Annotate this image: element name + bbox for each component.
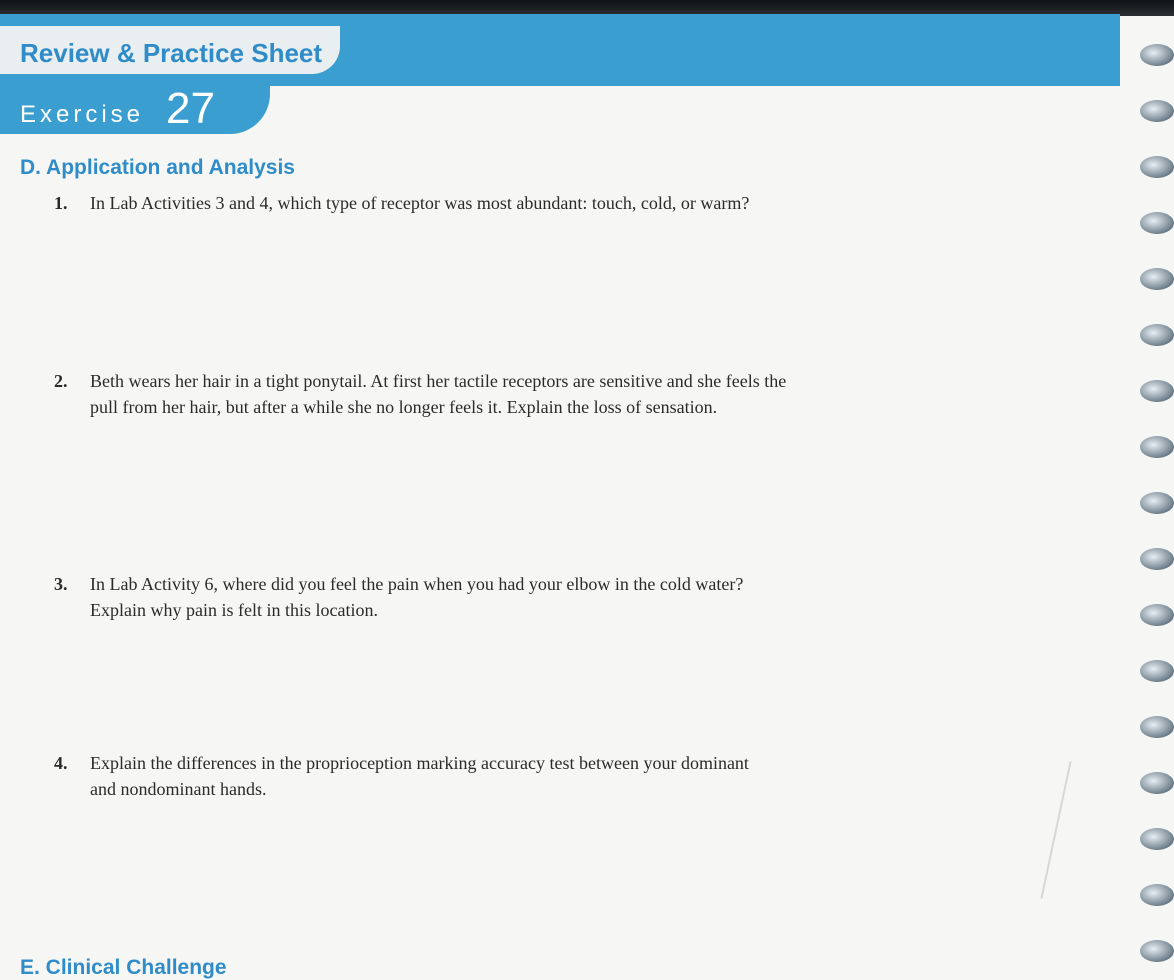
question-2 [54, 368, 814, 420]
spiral-ring [1140, 604, 1174, 626]
spiral-ring [1140, 660, 1174, 682]
spiral-ring [1140, 100, 1174, 122]
spiral-ring [1140, 492, 1174, 514]
spiral-ring [1140, 324, 1174, 346]
spiral-ring [1140, 380, 1174, 402]
question-number: 2. [54, 371, 68, 391]
exercise-number: 27 [166, 84, 215, 133]
question-text: In Lab Activity 6, where did you feel the pain when you had your elbow in the cold water? Explain why pain is felt in this location. [90, 574, 744, 620]
section-d-heading: D. Application and Analysis [20, 156, 295, 179]
spiral-ring [1140, 772, 1174, 794]
spiral-ring [1140, 436, 1174, 458]
spiral-ring [1140, 156, 1174, 178]
question-number: 4. [54, 753, 68, 773]
spiral-ring [1140, 884, 1174, 906]
question-number: 1. [54, 193, 68, 213]
question-3 [54, 571, 814, 623]
question-text: In Lab Activities 3 and 4, which type of receptor was most abundant: touch, cold, or warm? [90, 193, 750, 213]
spiral-ring [1140, 716, 1174, 738]
spiral-ring [1140, 548, 1174, 570]
exercise-label: Exercise [20, 101, 145, 128]
spiral-ring [1140, 212, 1174, 234]
spiral-binding [1140, 40, 1174, 972]
spiral-ring [1140, 828, 1174, 850]
question-number: 3. [54, 574, 68, 594]
spiral-ring [1140, 268, 1174, 290]
question-4 [54, 750, 814, 802]
section-e-heading: E. Clinical Challenge [20, 956, 227, 979]
question-1 [54, 190, 814, 216]
pencil-mark [1040, 761, 1071, 898]
question-text: Beth wears her hair in a tight ponytail. At first her tactile receptors are sensitive and she feels the pull from her hair, but after a while she no longer feels it. Explain the loss of sensation. [90, 371, 787, 417]
question-text: Explain the differences in the proprioception marking accuracy test between your dominant and nondominant hands. [90, 753, 749, 799]
spiral-ring [1140, 940, 1174, 962]
spiral-ring [1140, 44, 1174, 66]
sheet-title: Review & Practice Sheet [20, 38, 323, 68]
